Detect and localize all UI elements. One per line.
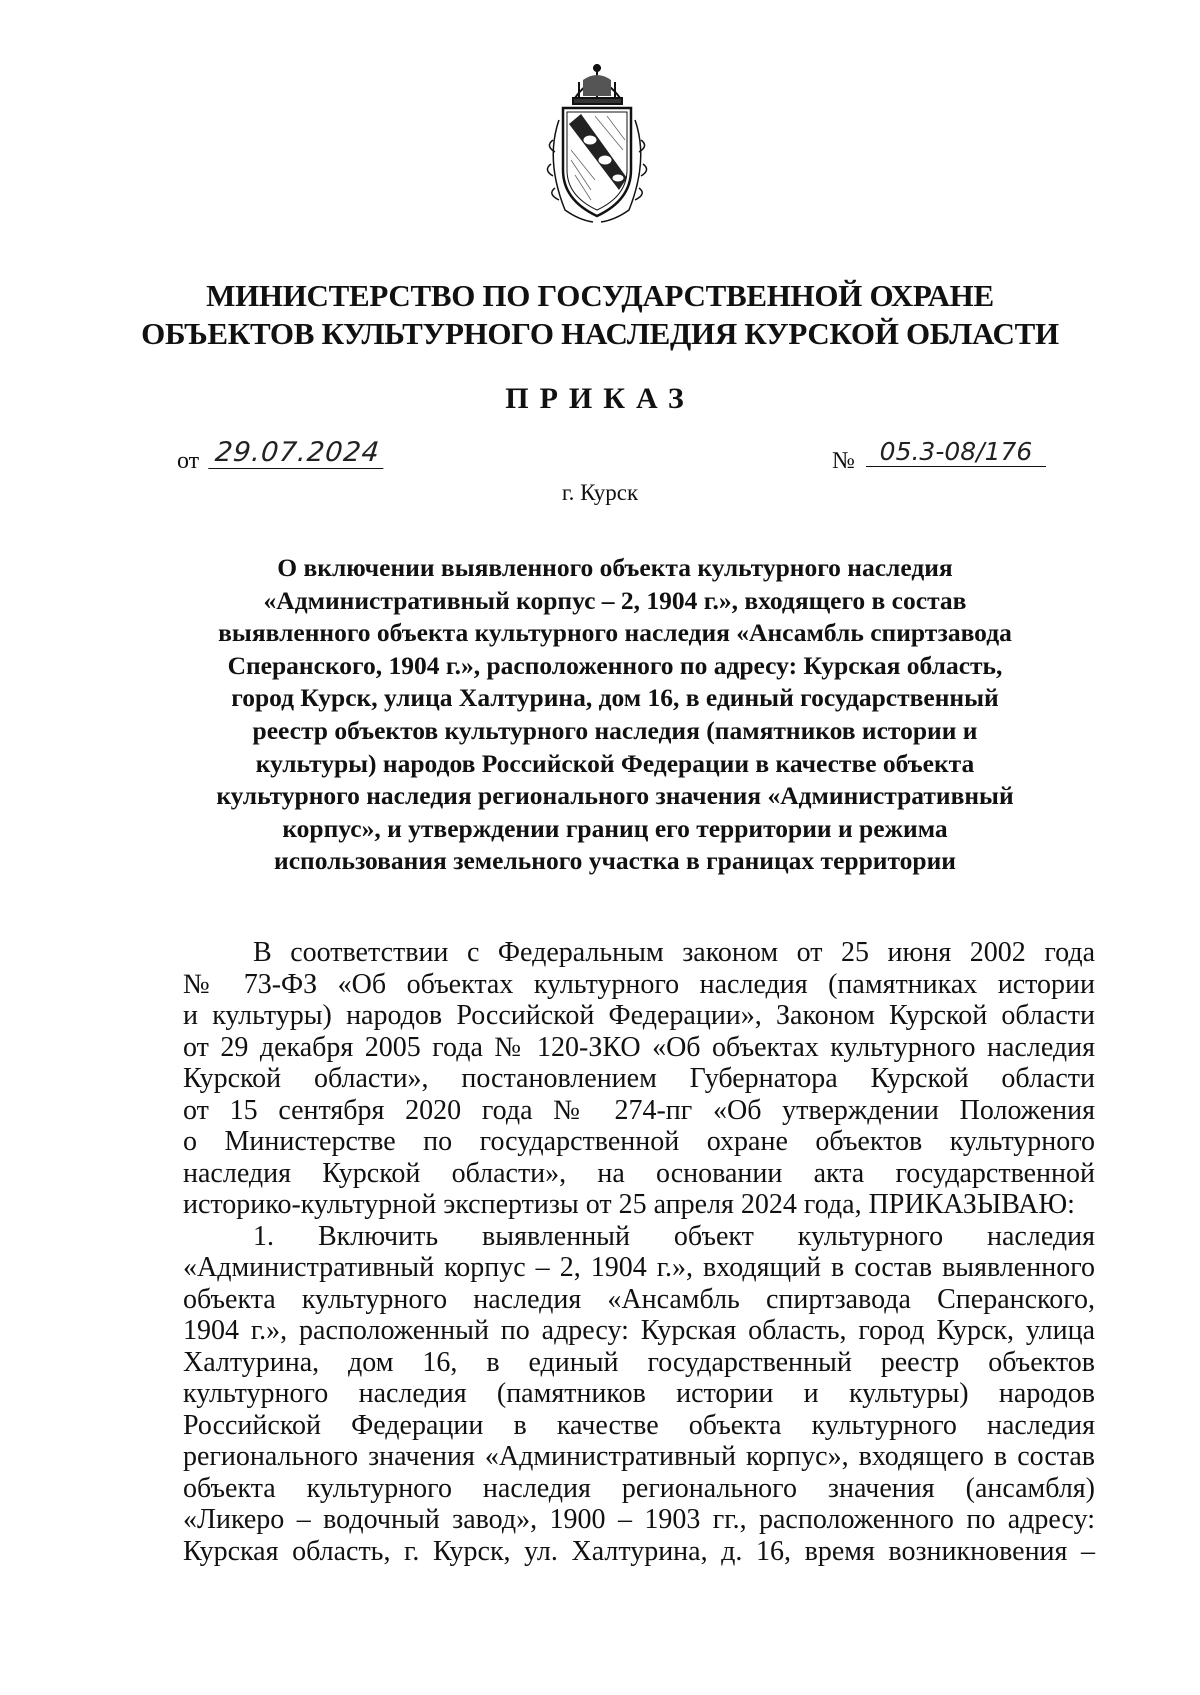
ministry-name-line-1: МИНИСТЕРСТВО ПО ГОСУДАРСТВЕННОЙ ОХРАНЕ [206, 278, 994, 313]
subject-line: культурного наследия регионального значения «Административный [216, 781, 1014, 811]
subject-line: «Административный корпус – 2, 1904 г.», входящего в состав [263, 585, 967, 615]
body-line: Российской Федерации в качестве объекта культурного наследия [183, 1409, 1095, 1441]
subject-line: Сперанского, 1904 г.», расположенного по адресу: Курская область, [227, 650, 1003, 680]
body-line: регионального значения «Административный корпус», входящего в состав [183, 1441, 1095, 1472]
body-line: наследия Курской области», на основании акта государственной [183, 1157, 1095, 1189]
body-line: № 73-ФЗ «Об объектах культурного наследия (памятниках истории [183, 968, 1095, 1000]
subject-line: город Курск, улица Халтурина, дом 16, в единый государственный [231, 683, 999, 713]
city-label: г. Курск [561, 480, 639, 505]
order-subject [150, 552, 1080, 878]
subject-line: корпус», и утверждении границ его территории и режима [282, 813, 948, 843]
body-line: «Административный корпус – 2, 1904 г.», входящий в состав выявленного [183, 1252, 1095, 1283]
body-line: и культуры) народов Российской Федерации», Законом Курской области [183, 1000, 1095, 1031]
body-line: 1904 г.», расположенный по адресу: Курская область, город Курск, улица [183, 1315, 1095, 1346]
body-line: от 15 сентября 2020 года № 274-пг «Об утверждении Положения [183, 1094, 1095, 1126]
body-line: 1. Включить выявленный объект культурного наследия [253, 1220, 1095, 1252]
handwritten-order-number: 05.3-08/176 [866, 437, 1046, 467]
body-line: от 29 декабря 2005 года № 120-ЗКО «Об объектах культурного наследия [183, 1031, 1095, 1063]
body-line: Курской области», постановлением Губернатора Курской области [183, 1063, 1095, 1094]
body-line: В соответствии с Федеральным законом от 25 июня 2002 года [253, 937, 1095, 968]
subject-line: реестр объектов культурного наследия (памятников истории и [252, 715, 978, 745]
body-line: «Ликеро – водочный завод», 1900 – 1903 гг., расположенного по адресу: [183, 1504, 1095, 1535]
subject-line: использования земельного участка в границах территории [274, 846, 956, 876]
body-line: объекта культурного наследия регионального значения (ансамбля) [183, 1472, 1095, 1504]
date-label: от [177, 448, 200, 474]
coat-of-arms-icon [535, 60, 660, 225]
number-label: № [832, 448, 855, 474]
body-line: историко-культурной экспертизы от 25 апреля 2024 года, ПРИКАЗЫВАЮ: [183, 1189, 1075, 1220]
handwritten-date: 29.07.2024 [208, 437, 386, 469]
subject-line: выявленного объекта культурного наследия «Ансамбль спиртзавода [218, 618, 1012, 648]
ministry-name-line-2: ОБЪЕКТОВ КУЛЬТУРНОГО НАСЛЕДИЯ КУРСКОЙ ОБЛАСТИ [141, 316, 1059, 351]
subject-line: О включении выявленного объекта культурного наследия [277, 553, 953, 582]
subject-line: культуры) народов Российской Федерации в качестве объекта [255, 748, 975, 778]
body-line: объекта культурного наследия «Ансамбль спиртзавода Сперанского, [183, 1283, 1095, 1315]
body-line: культурного наследия (памятников истории и культуры) народов [183, 1378, 1095, 1409]
body-line: о Министерстве по государственной охране объектов культурного [183, 1126, 1095, 1157]
body-line: Халтурина, дом 16, в единый государственный реестр объектов [183, 1346, 1095, 1378]
order-body [183, 937, 1095, 1567]
body-line: Курская область, г. Курск, ул. Халтурина, д. 16, время возникновения – [183, 1535, 1095, 1567]
document-type-title: ПРИКАЗ [505, 382, 695, 415]
